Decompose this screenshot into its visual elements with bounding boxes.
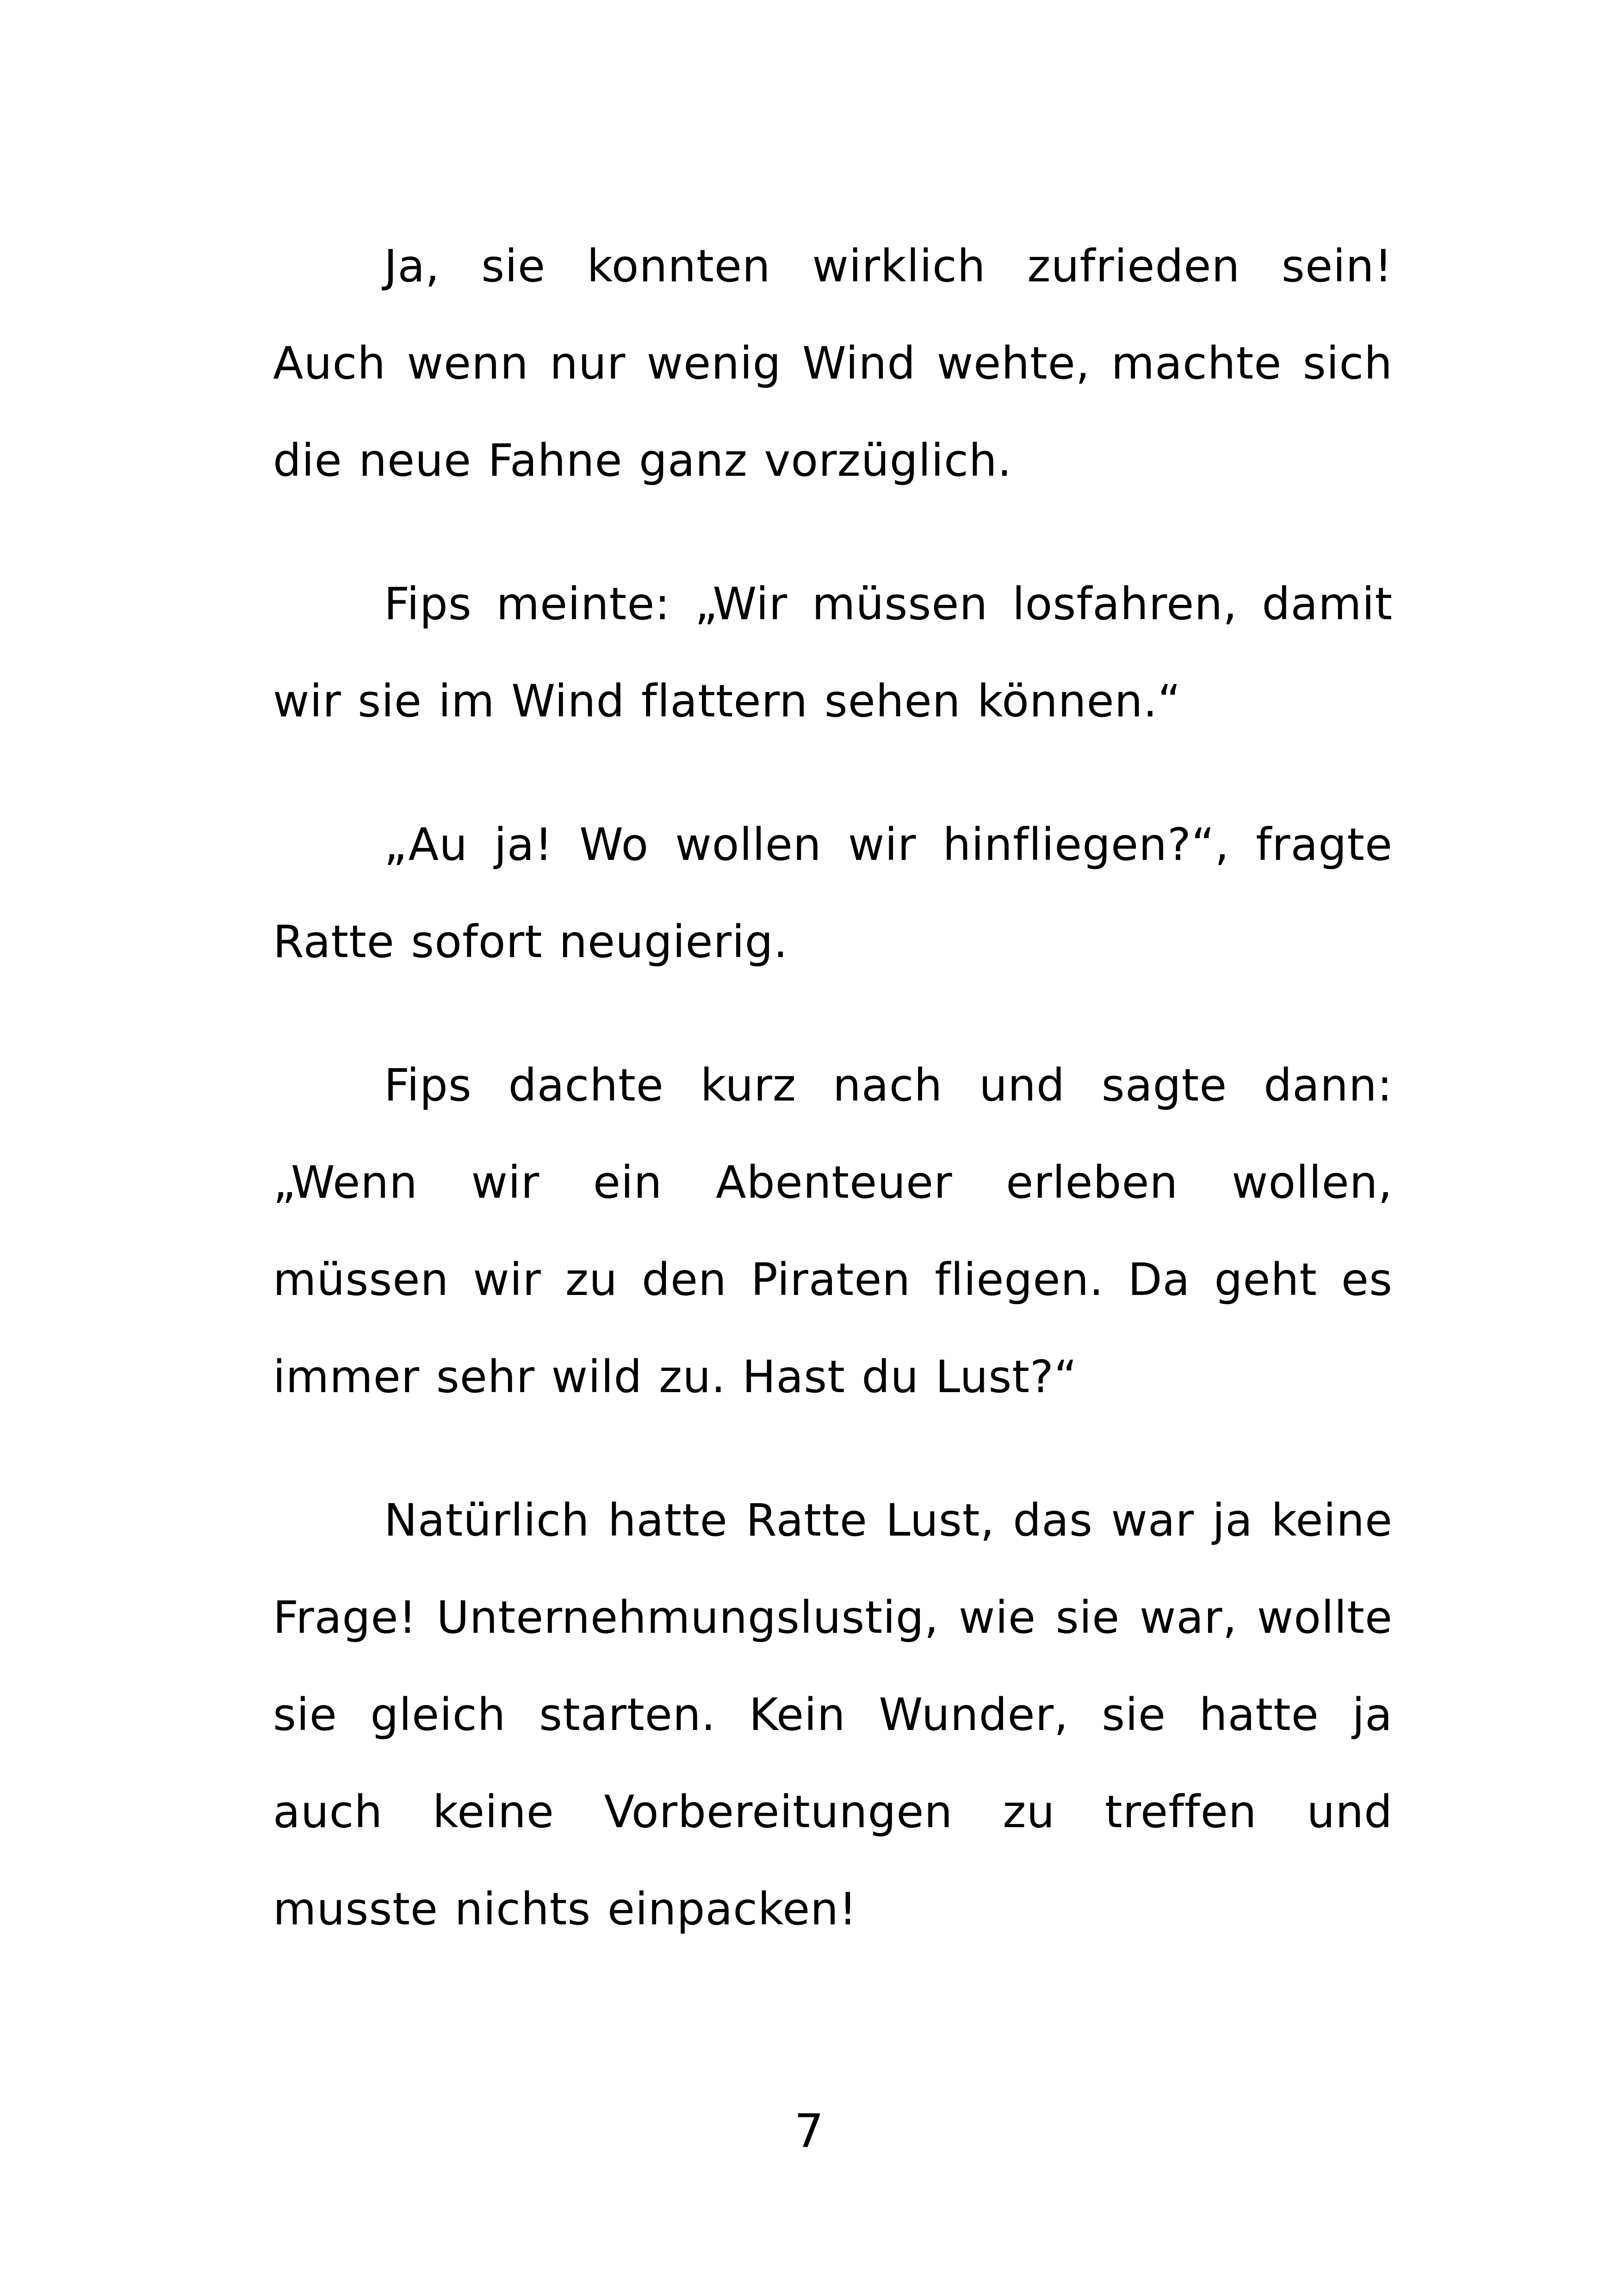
paragraph-1: Ja, sie konnten wirklich zufrieden sein! Auch wenn nur wenig Wind wehte, machte sich die neue Fahne ganz vorzüglich.	[273, 240, 1393, 486]
page-number: 7	[794, 2104, 824, 2158]
story-text	[273, 218, 1393, 2004]
paragraph-4: Fips dachte kurz nach und sagte dann: „Wenn wir ein Abenteuer erleben wollen, müssen wir zu den Piraten fliegen. Da geht es immer sehr wild zu. Hast du Lust?“	[273, 1059, 1393, 1403]
paragraph-5: Natürlich hatte Ratte Lust, das war ja keine Frage! Unternehmungslustig, wie sie war, wollte sie gleich starten. Kein Wunder, sie hatte ja auch keine Vorbereitungen zu treffen und musste nichts einpacken!	[273, 1494, 1393, 1935]
paragraph-3: „Au ja! Wo wollen wir hinfliegen?“, fragte Ratte sofort neugierig.	[273, 819, 1393, 968]
paragraph-2: Fips meinte: „Wir müssen losfahren, damit wir sie im Wind flattern sehen können.“	[273, 578, 1393, 727]
